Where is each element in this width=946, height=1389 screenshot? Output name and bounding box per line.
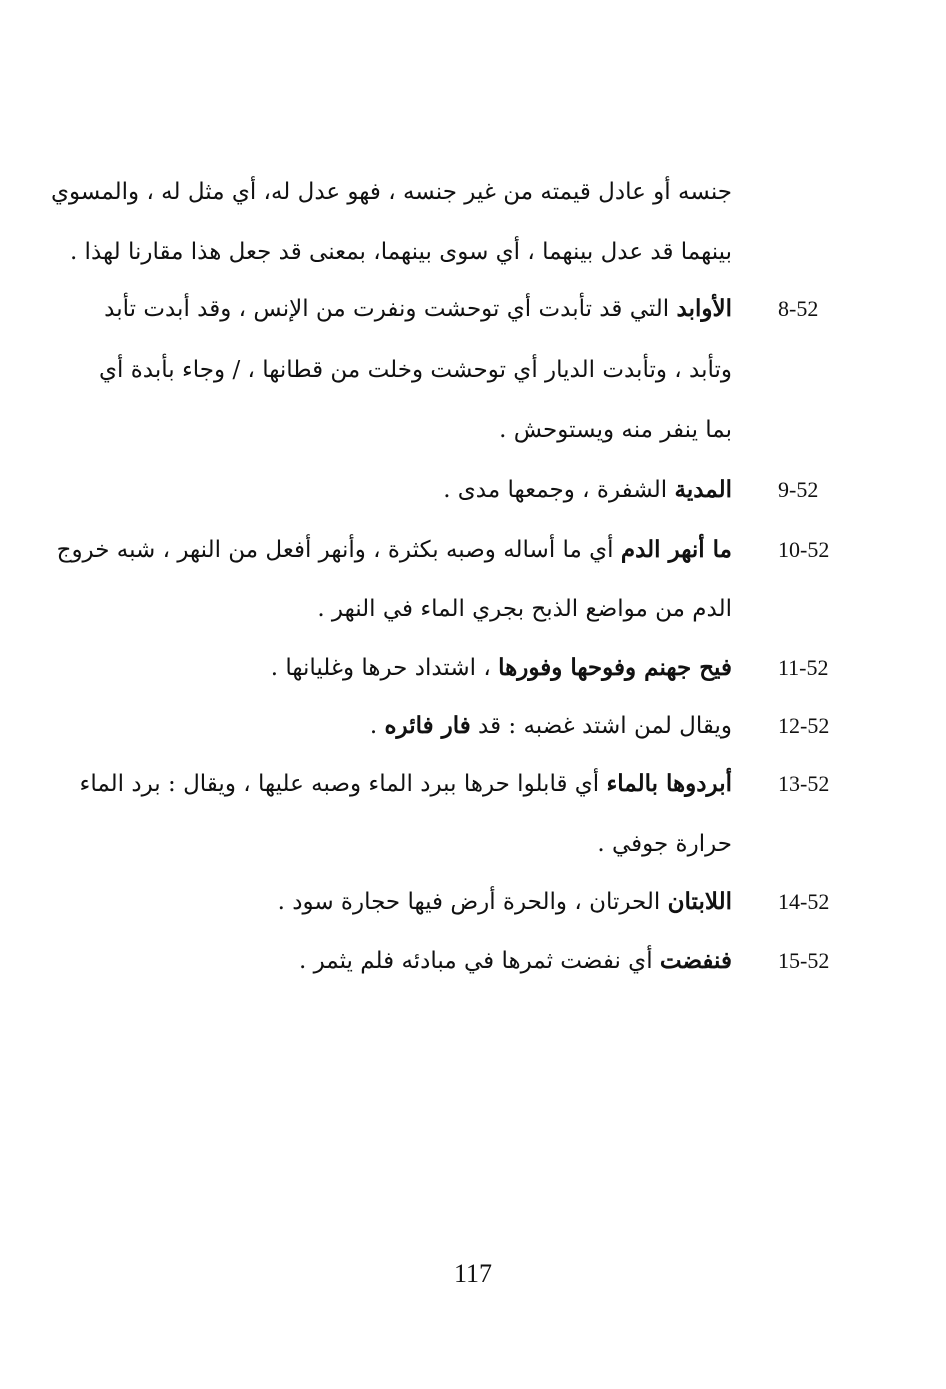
entry-headword: فنفضت [659, 947, 732, 974]
entry-number: 14-52 [778, 889, 830, 914]
entry-number: 8-52 [778, 296, 819, 321]
entry-number: 15-52 [778, 948, 830, 973]
entry-text: أي قابلوا حرها ببرد الماء وصبه عليها ، ويقال : برد الماء [79, 771, 607, 797]
entry-headword: أبردوها بالماء [606, 770, 732, 797]
text-line: بينهما قد عدل بينهما ، أي سوى بينهما، بمعنى قد جعل هذا مقارنا لهذا . [69, 239, 732, 265]
entry-number: 13-52 [778, 771, 830, 796]
entry-text: أي نفضت ثمرها في مبادئه فلم يثمر . [298, 948, 660, 974]
entry-continuation: الدم من مواضع الذبح بجري الماء في النهر . [317, 596, 732, 622]
entry-text: الحرتان ، والحرة أرض فيها حجارة سود . [277, 889, 668, 915]
entry-line [57, 530, 732, 570]
entry-number: 12-52 [778, 713, 830, 738]
entry-headword: اللابتان [667, 888, 732, 915]
entry-number: 10-52 [778, 537, 830, 562]
entry-line [370, 706, 732, 746]
entry-text: ، اشتداد حرها وغليانها . [270, 655, 499, 681]
entry-number: 11-52 [778, 655, 829, 680]
entry-text: أي ما أساله وصبه بكثرة ، وأنهر أفعل من النهر ، شبه خروج [56, 537, 621, 563]
page-number: 117 [453, 1259, 493, 1288]
entry-line [278, 882, 732, 922]
entry-number: 9-52 [778, 477, 819, 502]
entry-text: الشفرة ، وجمعها مدى . [443, 477, 675, 503]
entry-continuation: حرارة جوفي . [597, 831, 732, 857]
entry-continuation: بما ينفر منه ويستوحش . [499, 417, 732, 443]
entry-continuation: وتأبد ، وتأبدت الديار أي توحشت وخلت من قطانها ، / وجاء بأبدة أي [99, 357, 732, 383]
entry-text: التي قد تأبدت أي توحشت ونفرت من الإنس ، وقد أبدت تأبد [104, 296, 677, 322]
entry-line [443, 470, 732, 510]
entry-text-end: . [369, 713, 385, 739]
entry-text: ويقال لمن اشتد غضبه : قد [470, 713, 732, 739]
entry-headword: فار فائره [384, 712, 471, 739]
entry-line [271, 648, 732, 688]
entry-line [80, 764, 732, 804]
entry-headword: المدية [674, 476, 732, 503]
entry-headword: ما أنهر الدم [620, 536, 732, 563]
entry-line [104, 289, 732, 329]
text-line: جنسه أو عادل قيمته من غير جنسه ، فهو عدل له، أي مثل له ، والمسوي [50, 179, 732, 205]
entry-headword: فيح جهنم وفوحها وفورها [498, 654, 732, 681]
entry-line [299, 941, 732, 981]
entry-headword: الأوابد [676, 295, 732, 322]
